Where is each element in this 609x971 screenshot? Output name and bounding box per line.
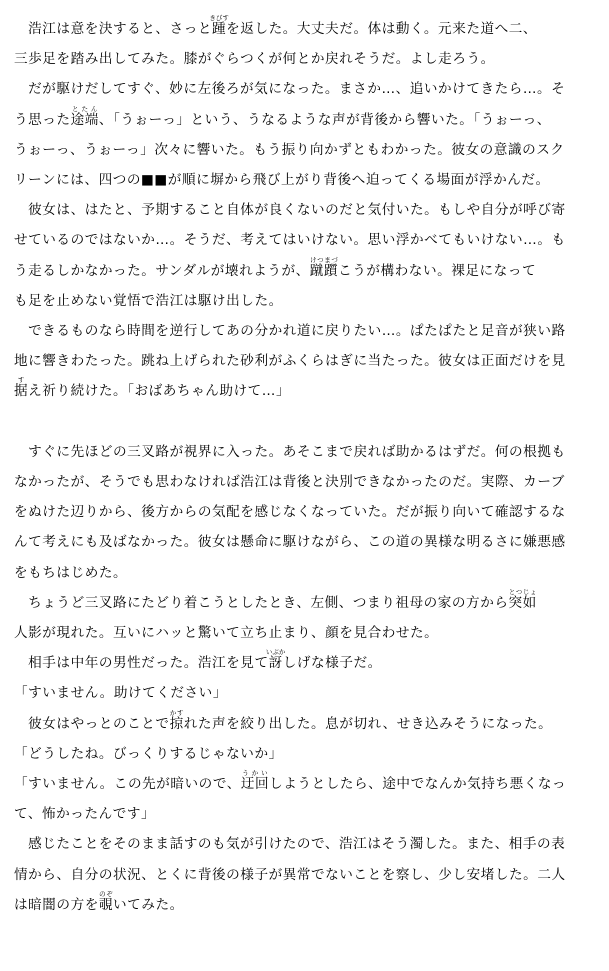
text-segment: いてみた。 [113,896,184,913]
text-line: うぉーっ、うぉーっ」次々に響いた。もう振り向かずともわかった。彼女の意識のスク [14,141,565,158]
text-segment: え祈り続けた。「おばあちゃん助けて…」 [28,383,291,400]
text-line [14,769,601,799]
paragraph-break [14,407,601,437]
text-segment: を返した。大丈夫だ。体は動く。元来た道へ二、 [226,21,538,37]
text-line: 感じたことをそのまま話すのも気が引けたので、浩江はそう濁した。また、相手の表 [14,836,566,853]
text-segment: しげな様子だ。 [282,655,382,672]
text-line: 「すいません。助けてください」 [14,685,227,702]
ruby-reading: きびす [209,14,229,22]
text-segment: ちょうど三叉路にたどり着こうとしたとき、左側、つまり祖母の家の方から [14,594,509,611]
ruby-annotation [14,376,29,400]
ruby-annotation [209,14,229,37]
ruby-base: 踵 [209,21,229,37]
text-segment: 相手は中年の男性だった。浩江を見て [14,655,269,672]
text-segment: こうが構わない。裸足になって [338,262,537,279]
ruby-base: 蹴躓 [309,262,339,279]
ruby-reading: いぶか [265,648,286,657]
ruby-annotation [265,648,286,672]
text-line: も足を止めない覚悟で浩江は駆け出した。 [14,292,283,309]
ruby-annotation [508,587,537,611]
ruby-annotation [70,104,99,128]
text-segment: 「すいません。この先が暗いので、 [14,776,241,793]
ruby-annotation [240,769,270,793]
ruby-reading: す [14,376,29,385]
text-segment: 、「うぉーっ」という、うなるような声が背後から響いた。「うぉーっ、 [98,111,551,128]
text-segment: れた声を絞り出した。息が切れ、せき込みそうになった。 [183,715,553,732]
ruby-reading: のぞ [98,889,114,898]
text-segment: 彼女はやっとのことで [14,715,170,732]
text-line: できるものなら時間を逆行してあの分かれ道に戻りたい…。ぱたぱたと足音が狭い路 [14,323,566,340]
text-segment: う走るしかなかった。サンダルが壊れようが、 [14,262,310,279]
text-line [14,105,601,135]
text-line: すぐに先ほどの三叉路が視界に入った。あそこまで戻れば助かるはずだ。何の根拠も [14,443,566,460]
ruby-annotation [309,255,339,279]
ruby-base: 訝 [265,655,286,672]
text-line [14,376,601,406]
ruby-reading: とつじょ [508,587,537,596]
text-line [14,890,601,920]
text-segment: は暗闇の方を [14,896,99,913]
text-line: 人影が現れた。互いにハッと驚いて立ち止まり、顔を見合わせた。 [14,625,439,642]
text-line [14,588,601,618]
ruby-base: 覗 [98,896,114,913]
ruby-reading: かす [169,708,184,717]
ruby-annotation [169,708,184,732]
text-line: 情から、自分の状況、とくに背後の様子が異常でないことを察し、少し安堵した。二人 [14,866,566,883]
text-line: 彼女は、はたと、予期すること自体が良くないのだと気付いた。もしや自分が呼び寄 [14,202,566,219]
text-line: 三歩足を踏み出してみた。膝がぐらつくが何とか戻れそうだ。よし走ろう。 [14,51,495,68]
text-line: て、怖かったんです」 [14,806,156,823]
ruby-base: 掠 [169,715,184,732]
text-line [14,648,601,678]
ruby-base: 途端 [70,111,99,128]
text-line: なかったが、そうでも思わなければ浩江は背後と決別できなかったのだ。実際、カーブ [14,474,565,491]
text-line: をもちはじめた。 [14,564,128,581]
text-segment: 浩江は意を決すると、さっと [14,21,213,37]
ruby-base: 据 [14,383,29,400]
text-line: だが駆けだしてすぐ、妙に左後ろが気になった。まさか…、追いかけてきたら…。そ [14,81,566,98]
ruby-reading: とたん [70,104,99,113]
ruby-base: 迂回 [240,776,270,793]
text-line [14,256,601,286]
text-line: 地に響きわたった。跳ね上げられた砂利がふくらはぎに当たった。彼女は正面だけを見 [14,353,566,370]
text-line: んて考えにも及ばなかった。彼女は懸命に駆けながら、この道の異様な明るさに嫌悪感 [14,534,566,551]
text-segment: う思った [14,111,71,128]
text-line [14,14,601,44]
ruby-base: 突如 [508,594,537,611]
text-line: せているのではないか…。そうだ、考えてはいけない。思い浮かべてもいけない…。も [14,232,566,249]
text-line: 「どうしたね。びっくりするじゃないか」 [14,745,283,762]
text-line: をぬけた辺りから、後方からの気配を感じなくなっていた。だが振り向いて確認するな [14,504,566,521]
text-segment: しようとしたら、途中でなんか気持ち悪くなっ [269,776,567,793]
ruby-reading: うかい [240,769,270,778]
text-line [14,709,601,739]
ruby-annotation [98,889,114,913]
ruby-reading: けつまづ [309,255,339,264]
text-line: リーンには、四つの■■が順に塀から飛び上がり背後へ迫ってくる場面が浮かんだ。 [14,172,550,189]
